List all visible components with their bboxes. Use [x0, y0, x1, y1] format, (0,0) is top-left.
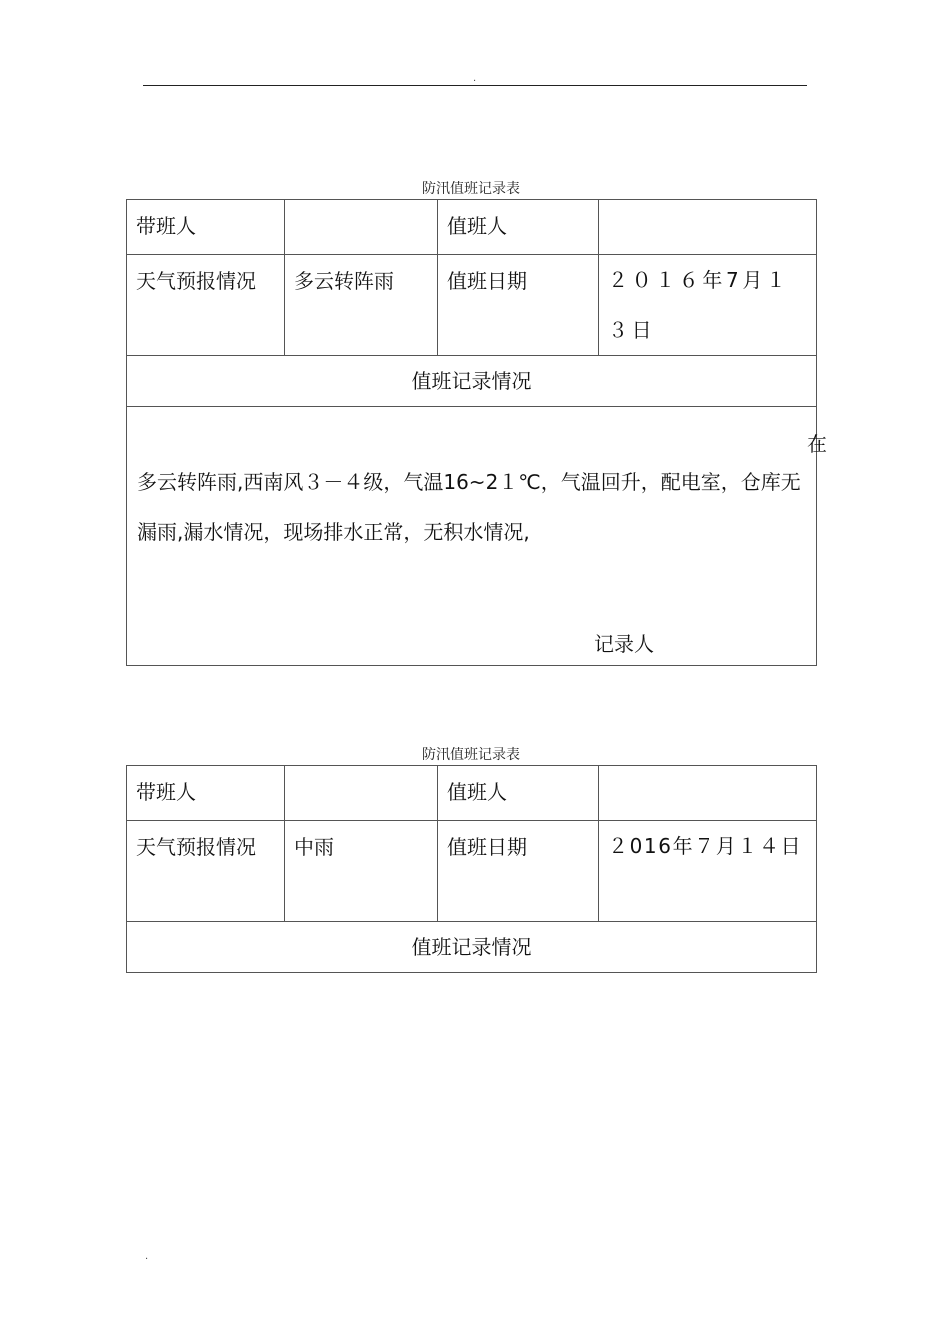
weather-value: 多云转阵雨: [285, 255, 438, 356]
duty-label: 值班人: [438, 200, 599, 255]
leader-label: 带班人: [127, 200, 285, 255]
weather-label: 天气预报情况: [127, 821, 285, 922]
weather-value: 中雨: [285, 821, 438, 922]
record-body: [127, 407, 827, 666]
record-header: 值班记录情况: [127, 922, 817, 973]
sheet1-row-record-header: [127, 356, 817, 407]
record-header: 值班记录情况: [127, 356, 817, 407]
sheet1-row-weather: [127, 255, 817, 356]
sheet2-row-record-header: [127, 922, 817, 973]
recorder-label: 记录人: [594, 632, 654, 656]
record-prefix: 在: [807, 432, 827, 456]
weather-label: 天气预报情况: [127, 255, 285, 356]
leader-value: [285, 766, 438, 821]
footer-dot: .: [145, 1251, 149, 1262]
sheet1-table: [126, 199, 827, 666]
sheet1-caption: 防汛值班记录表: [422, 181, 520, 197]
sheet2-caption: 防汛值班记录表: [422, 747, 520, 763]
leader-label: 带班人: [127, 766, 285, 821]
sheet2-row-staff: [127, 766, 817, 821]
sheet2-row-weather: [127, 821, 817, 922]
date-value: ２016年７月１４日: [599, 821, 817, 922]
date-value: ２０１６年7月１３日: [599, 255, 817, 356]
leader-value: [285, 200, 438, 255]
duty-value: [599, 766, 817, 821]
sheet1-row-staff: [127, 200, 817, 255]
date-label: 值班日期: [438, 821, 599, 922]
header-rule: [143, 85, 807, 86]
date-label: 值班日期: [438, 255, 599, 356]
record-text: 多云转阵雨,西南风３－４级，气温16~2１℃，气温回升，配电室，仓库无漏雨,漏水情况，现场排水正常，无积水情况,: [137, 470, 801, 544]
sheet2-table: [126, 765, 817, 973]
duty-value: [599, 200, 817, 255]
sheet1-row-record-body: [127, 407, 817, 666]
duty-label: 值班人: [438, 766, 599, 821]
header-dot: .: [473, 73, 477, 84]
